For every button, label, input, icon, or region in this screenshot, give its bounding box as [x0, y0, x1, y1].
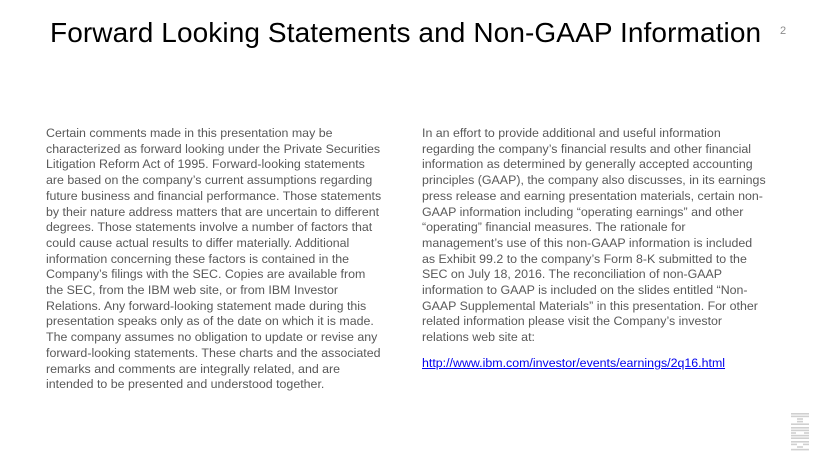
forward-looking-statement-column [46, 126, 382, 393]
forward-looking-statement-text: Certain comments made in this presentation may be characterized as forward looking under the Private Securities Litigation Reform Act of 1995. Forward-looking statements are based on the company’s current assumptions regarding future business and financial performance. Those statements by their nature address matters that are uncertain to different degrees. Those statements involve a number of factors that could cause actual results to differ materially. Additional information concerning these factors is contained in the Company’s filings with the SEC. Copies are available from the SEC, from the IBM web site, or from IBM Investor Relations. Any forward-looking statement made during this presentation speaks only as of the date on which it is made. The company assumes no obligation to update or revise any forward-looking statements. These charts and the associated remarks and comments are integrally related, and are intended to be presented and understood together. [46, 126, 382, 392]
non-gaap-information-column [422, 126, 766, 372]
page-number: 2 [780, 25, 787, 37]
slide-title: Forward Looking Statements and Non-GAAP Information [50, 17, 762, 48]
ibm-logo-icon [789, 412, 811, 452]
investor-relations-link[interactable]: http://www.ibm.com/investor/events/earnings/2q16.html [422, 355, 726, 370]
non-gaap-information-text: In an effort to provide additional and useful information regarding the company’s financial results and other financial information as determined by generally accepted accounting principles (GAAP), the company also discusses, in its earnings press release and earning presentation materials, certain non-GAAP information including “operating earnings” and other “operating” financial measures. The rationale for management’s use of this non-GAAP information is included as Exhibit 99.2 to the company’s Form 8-K submitted to the SEC on July 18, 2016. The reconciliation of non-GAAP information to GAAP is included on the slides entitled “Non-GAAP Supplemental Materials” in this presentation. For other related information please visit the Company’s investor relations web site at: [422, 126, 766, 345]
